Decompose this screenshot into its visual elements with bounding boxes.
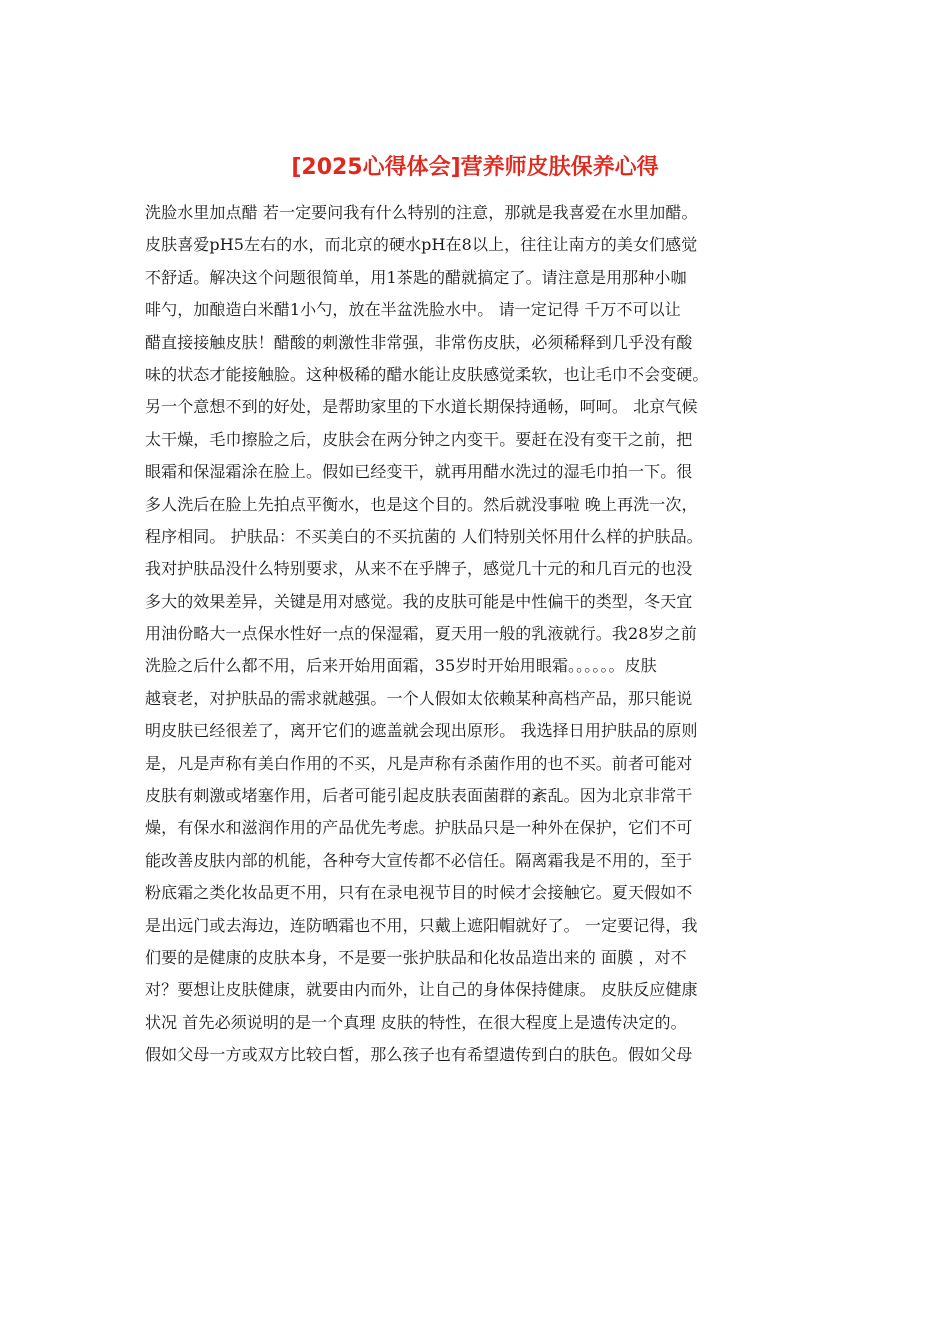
body-line: 多人洗后在脸上先拍点平衡水，也是这个目的。然后就没事啦 晚上再洗一次， (145, 494, 698, 514)
body-line: 粉底霜之类化妆品更不用，只有在录电视节目的时候才会接触它。夏天假如不 (145, 883, 693, 903)
body-line: 对？要想让皮肤健康，就要由内而外，让自己的身体保持健康。 皮肤反应健康 (145, 980, 698, 1000)
body-line: 是，凡是声称有美白作用的不买，凡是声称有杀菌作用的也不买。前者可能对 (145, 753, 693, 773)
body-line: 越衰老，对护肤品的需求就越强。一个人假如太依赖某种高档产品，那只能说 (145, 688, 693, 708)
body-line: 假如父母一方或双方比较白皙，那么孩子也有希望遗传到白的肤色。假如父母 (145, 1045, 693, 1065)
document-title: [2025心得体会]营养师皮肤保养心得 (291, 155, 659, 180)
body-line: 皮肤喜爱pH5左右的水，而北京的硬水pH在8以上，往往让南方的美女们感觉 (145, 235, 698, 255)
body-line: 程序相同。 护肤品：不买美白的不买抗菌的 人们特别关怀用什么样的护肤品。 (145, 526, 703, 546)
body-line: 洗脸之后什么都不用，后来开始用面霜，35岁时开始用眼霜。。。。。。皮肤 (145, 656, 657, 676)
body-line: 眼霜和保湿霜涂在脸上。假如已经变干，就再用醋水洗过的湿毛巾拍一下。很 (145, 462, 693, 482)
body-line: 醋直接接触皮肤！醋酸的刺激性非常强，非常伤皮肤，必须稀释到几乎没有酸 (145, 332, 693, 352)
body-line: 多大的效果差异，关键是用对感觉。我的皮肤可能是中性偏干的类型，冬天宜 (145, 591, 693, 611)
body-line: 我对护肤品没什么特别要求，从来不在乎牌子，感觉几十元的和几百元的也没 (145, 559, 693, 579)
body-line: 状况 首先必须说明的是一个真理 皮肤的特性，在很大程度上是遗传决定的。 (145, 1012, 687, 1032)
body-line: 们要的是健康的皮肤本身，不是要一张护肤品和化妆品造出来的 面膜 ，对不 (145, 947, 687, 967)
body-line: 洗脸水里加点醋 若一定要问我有什么特别的注意，那就是我喜爱在水里加醋。 (145, 203, 698, 222)
body-line: 明皮肤已经很差了，离开它们的遮盖就会现出原形。 我选择日用护肤品的原则 (145, 721, 698, 741)
body-line: 太干燥，毛巾擦脸之后，皮肤会在两分钟之内变干。要赶在没有变干之前，把 (145, 429, 693, 449)
body-line: 味的状态才能接触脸。这种极稀的醋水能让皮肤感觉柔软，也让毛巾不会变硬。 (145, 364, 709, 384)
body-line: 是出远门或去海边，连防晒霜也不用，只戴上遮阳帽就好了。 一定要记得，我 (145, 915, 698, 935)
body-line: 能改善皮肤内部的机能，各种夸大宣传都不必信任。隔离霜我是不用的，至于 (145, 850, 693, 870)
body-line: 燥，有保水和滋润作用的产品优先考虑。护肤品只是一种外在保护，它们不可 (145, 818, 693, 838)
body-line: 皮肤有刺激或堵塞作用，后者可能引起皮肤表面菌群的紊乱。因为北京非常干 (145, 786, 693, 806)
body-line: 啡勺，加酿造白米醋1小勺，放在半盆洗脸水中。 请一定记得 千万不可以让 (145, 300, 681, 320)
body-line: 用油份略大一点保水性好一点的保湿霜，夏天用一般的乳液就行。我28岁之前 (145, 624, 697, 644)
document-body (145, 197, 805, 1072)
body-line: 另一个意想不到的好处，是帮助家里的下水道长期保持通畅，呵呵。 北京气候 (145, 397, 698, 417)
body-line: 不舒适。解决这个问题很简单，用1茶匙的醋就搞定了。请注意是用那种小咖 (145, 267, 687, 287)
